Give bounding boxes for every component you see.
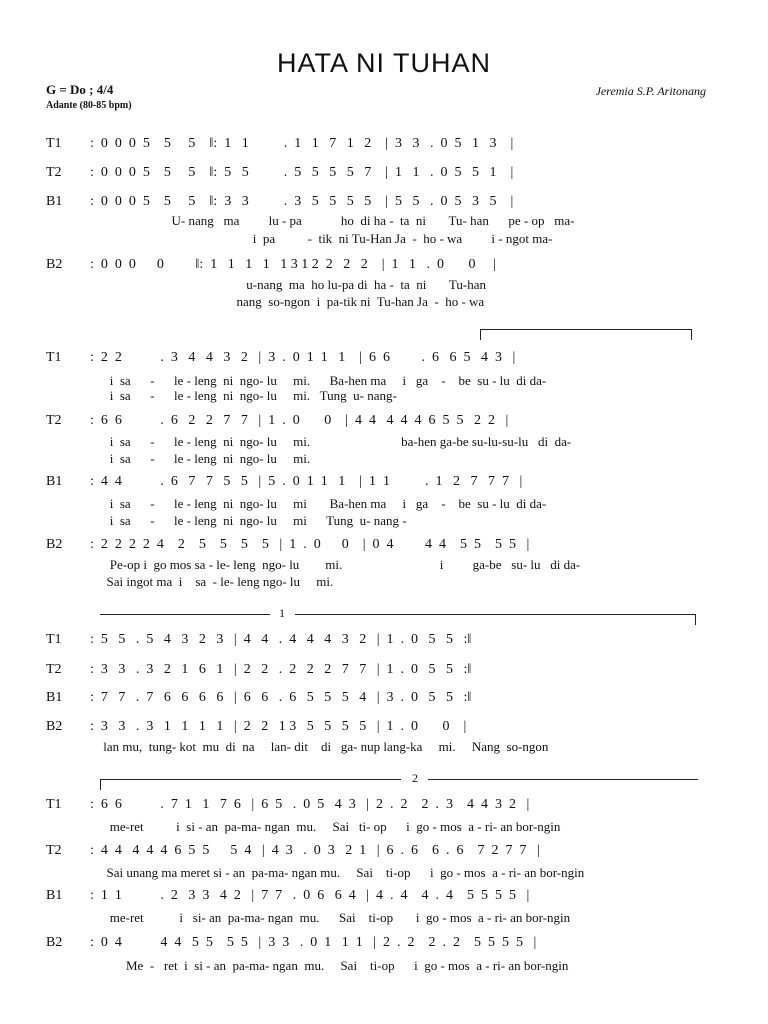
voice-label: B2 [46,935,63,950]
lyric-line [0,496,768,512]
volta-line-left [100,614,270,625]
voice-label: B1 [46,690,63,705]
voice-label: T2 [46,662,62,677]
lyric-text: i sa - le - leng ni ngo- lu mi Ba-hen ma i ga - be su - lu di da- [100,496,547,511]
note-line: : 3 3 . 3 2 1 6 1 | 2 2 . 2 2 2 7 7 | 1 . 0 5 5 :‖ [90,662,472,677]
volta-line-right [295,614,696,625]
lyric-text: i sa - le - leng ni ngo- lu mi. ba-hen ga-be su-lu-su-lu di da- [100,434,572,449]
phrase-bracket [480,329,692,340]
staff-row-b1 [0,888,768,908]
staff-row-b2 [0,719,768,739]
lyric-text: lan mu, tung- kot mu di na lan- dit di ga- nup lang-ka mi. Nang so-ngon [100,739,549,754]
voice-label: T1 [46,797,62,812]
staff-row-t2 [0,413,768,433]
voice-label: B2 [46,719,63,734]
note-line: : 4 4 4 4 4 6 5 5 5 4 | 4 3 . 0 3 2 1 | 6 . 6 6 . 6 7 2 7 7 | [90,843,540,858]
lyric-line [0,739,768,755]
volta-line-right [428,779,698,790]
lyric-text: u-nang ma ho lu-pa di ha - ta ni Tu-han [100,277,486,292]
volta-label: 1 [279,606,285,620]
note-line: : 0 0 0 5 5 5 ‖: 5 5 . 5 5 5 5 7 | 1 1 . 0 5 5 1 | [90,165,514,180]
note-line: : 6 6 . 7 1 1 7 6 | 6 5 . 0 5 4 3 | 2 . 2 2 . 3 4 4 3 2 | [90,797,530,812]
staff-row-t1 [0,350,768,370]
voice-label: B2 [46,257,63,272]
lyric-line [0,373,768,389]
voice-label: T2 [46,165,62,180]
staff-row-t1 [0,797,768,817]
lyric-text: i sa - le - leng ni ngo- lu mi. Ba-hen ma i ga - be su - lu di da- [100,373,547,388]
note-line: : 5 5 . 5 4 3 2 3 | 4 4 . 4 4 4 3 2 | 1 . 0 5 5 :‖ [90,632,472,647]
lyric-text: nang so-ngon i pa-tik ni Tu-han Ja - ho - wa [100,294,485,309]
staff-row-b1 [0,474,768,494]
note-line: : 4 4 . 6 7 7 5 5 | 5 . 0 1 1 1 | 1 1 . 1 2 7 7 7 | [90,474,523,489]
note-line: : 3 3 . 3 1 1 1 1 | 2 2 1 3 5 5 5 5 | 1 . 0 0 | [90,719,467,734]
lyric-text: i sa - le - leng ni ngo- lu mi. Tung u- nang- [100,388,397,403]
lyric-line [0,277,768,293]
note-line: : 6 6 . 6 2 2 7 7 | 1 . 0 0 | 4 4 4 4 4 6 5 5 2 2 | [90,413,509,428]
lyric-line [0,574,768,590]
tempo-marking: Adante (80-85 bpm) [46,100,132,111]
key-signature: G = Do ; 4/4 [46,82,114,97]
lyric-line [0,513,768,529]
lyric-line [0,294,768,310]
volta-line-left [100,779,401,790]
staff-row-t2 [0,662,768,682]
note-line: : 2 2 2 2 4 2 5 5 5 5 | 1 . 0 0 | 0 4 4 4 5 5 5 5 | [90,537,530,552]
song-title: HATA NI TUHAN [276,48,492,78]
voice-label: T2 [46,843,62,858]
note-line: : 0 0 0 5 5 5 ‖: 3 3 . 3 5 5 5 5 | 5 5 . 0 5 3 5 | [90,194,514,209]
lyric-text: Me - ret i si - an pa-ma- ngan mu. Sai ti-op i go - mos a - ri- an bor-ngin [100,958,569,973]
staff-row-t2 [0,843,768,863]
staff-row-b1 [0,690,768,710]
staff-row-b2 [0,935,768,955]
lyric-line [0,434,768,450]
voice-label: T1 [46,632,62,647]
lyric-line [0,557,768,573]
lyric-text: me-ret i si- an pa-ma- ngan mu. Sai ti-op i go - mos a - ri- an bor-ngin [100,910,571,925]
note-line: : 1 1 . 2 3 3 4 2 | 7 7 . 0 6 6 4 | 4 . 4 4 . 4 5 5 5 5 | [90,888,530,903]
staff-row-t1 [0,632,768,652]
staff-row-t1 [0,136,768,156]
lyric-text: Sai ingot ma i sa - le- leng ngo- lu mi. [100,574,334,589]
note-line: : 0 0 0 0 ‖: 1 1 1 1 1 3 1 2 2 2 2 | 1 1 . 0 0 | [90,257,496,272]
voice-label: B1 [46,888,63,903]
composer-name: Jeremia S.P. Aritonang [595,84,706,98]
staff-row-b2 [0,537,768,557]
note-line: : 0 4 4 4 5 5 5 5 | 3 3 . 0 1 1 1 | 2 . 2 2 . 2 5 5 5 5 | [90,935,537,950]
staff-row-b1 [0,194,768,214]
lyric-text: Pe-op i go mos sa - le- leng ngo- lu mi. i ga-be su- lu di da- [100,557,581,572]
voice-label: T2 [46,413,62,428]
note-line: : 7 7 . 7 6 6 6 6 | 6 6 . 6 5 5 5 4 | 3 . 0 5 5 :‖ [90,690,472,705]
note-line: : 2 2 . 3 4 4 3 2 | 3 . 0 1 1 1 | 6 6 . 6 6 5 4 3 | [90,350,516,365]
lyric-text: U- nang ma lu - pa ho di ha - ta ni Tu- han pe - op ma- [100,213,575,228]
voice-label: B1 [46,474,63,489]
lyric-text: Sai unang ma meret si - an pa-ma- ngan mu. Sai ti-op i go - mos a - ri- an bor-ngin [100,865,585,880]
lyric-line [0,958,768,974]
voice-label: B2 [46,537,63,552]
lyric-line [0,231,768,247]
voice-label: T1 [46,350,62,365]
lyric-line [0,910,768,926]
lyric-text: i sa - le - leng ni ngo- lu mi Tung u- nang - [100,513,407,528]
lyric-line [0,819,768,835]
staff-row-t2 [0,165,768,185]
lyric-line [0,213,768,229]
voice-label: B1 [46,194,63,209]
lyric-text: i pa - tik ni Tu-Han Ja - ho - wa i - ngot ma- [100,231,553,246]
voice-label: T1 [46,136,62,151]
lyric-text: i sa - le - leng ni ngo- lu mi. [100,451,311,466]
lyric-line [0,451,768,467]
lyric-text: me-ret i si - an pa-ma- ngan mu. Sai ti- op i go - mos a - ri- an bor-ngin [100,819,561,834]
lyric-line [0,865,768,881]
volta-label: 2 [412,771,418,785]
note-line: : 0 0 0 5 5 5 ‖: 1 1 . 1 1 7 1 2 | 3 3 . 0 5 1 3 | [90,136,514,151]
lyric-line [0,388,768,404]
staff-row-b2 [0,257,768,277]
